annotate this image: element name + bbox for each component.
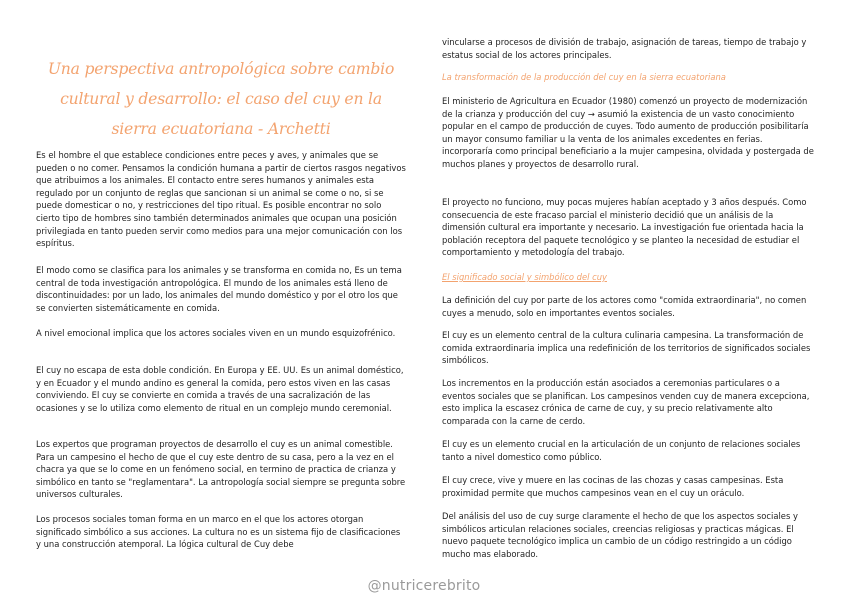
right-paragraph-1: El ministerio de Agricultura en Ecuador (1980) comenzó un proyecto de modernización de la crianza y producción del cuy → asumió la existencia de un vasto conocimiento popular en el campo de producción de cuyes. Todo aumento de producción posibilitaría un mayor consumo familiar u la venta de los animales excedentes en ferias. incorporaría como principal beneficiario a la mujer campesina, olvidada y postergada de muchos planes y proyectos de desarrollo rural. — [442, 96, 814, 169]
right-paragraph-continuation: vincularse a procesos de división de trabajo, asignación de tareas, tiempo de trabajo y estatus social de los actores principales. — [442, 37, 807, 60]
left-paragraph-1: Es el hombre el que establece condiciones entre peces y aves, y animales que se pueden o no comer. Pensamos la condición humana a partir de ciertos rasgos negativos que atribuimos a los animales. El contacto entre seres humanos y animales esta regulado por un conjunto de reglas que sancionan si un animal se come o no, si se puede domesticar o no, y restricciones del tipo ritual. Es posible encontrar no solo cierto tipo de hombres sino también determinados animales que ocupan una posición privilegiada en tanto pueden servir como medios para una mejor comunicación con los espíritus. — [36, 150, 406, 249]
left-paragraph-5: Los expertos que programan proyectos de desarrollo el cuy es un animal comestible. Para un campesino el hecho de que el cuy este dentro de su casa, pero a la vez en el chacra ya que se lo come en un fenómeno social, en termino de practica de crianza y simbólico en tanto se "reglamentara". La antropología social siempre se pregunta sobre universos culturales. — [36, 439, 406, 500]
left-paragraph-6: Los procesos sociales toman forma en un marco en el que los actores otorgan significado simbólico a sus acciones. La cultura no es un sistema fijo de clasificaciones y una construcción atemporal. La lógica cultural de Cuy debe — [36, 514, 401, 550]
right-paragraph-2: El proyecto no funciono, muy pocas mujeres habían aceptado y 3 años después. Como consecuencia de este fracaso parcial el ministerio decidió que un análisis de la dimensión cultural era importante y necesario. La investigación fue orientada hacia la población receptora del paquete tecnológico y se planteo la necesidad de estudiar el comportamiento y metodología del trabajo. — [442, 197, 807, 258]
left-paragraph-4: El cuy no escapa de esta doble condición. En Europa y EE. UU. Es un animal doméstico, y en Ecuador y el mundo andino es general la comida, pero estos viven en las casas conviviendo. El cuy se convierte en comida a través de una sacralización de las ocasiones y se lo utiliza como elemento de ritual en un complejo mundo ceremonial. — [36, 365, 404, 413]
document-title: Una perspectiva antropológica sobre cambio cultural y desarrollo: el caso del cuy en la sierra ecuatoriana - Archetti — [47, 60, 395, 138]
left-paragraph-3: A nivel emocional implica que los actores sociales viven en un mundo esquizofrénico. — [36, 328, 396, 338]
right-paragraph-3: La definición del cuy por parte de los actores como "comida extraordinaria", no comen cuyes a menudo, solo en importantes eventos sociales. — [442, 295, 807, 318]
right-paragraph-5: Los incrementos en la producción están asociados a ceremonias particulares o a eventos sociales que se planifican. Los campesinos venden cuy de manera excepciona, esto implica la escasez crónica de carne de cuy, y su precio relativamente alto comparada con la carne de cerdo. — [442, 378, 810, 426]
right-paragraph-4: El cuy es un elemento central de la cultura culinaria campesina. La transformación de comida extraordinaria implica una redefinición de los territorios de significados sociales simbólicos. — [442, 330, 811, 366]
right-paragraph-6: El cuy es un elemento crucial en la articulación de un conjunto de relaciones sociales tanto a nivel domestico como público. — [442, 439, 801, 462]
right-paragraph-7: El cuy crece, vive y muere en las cocinas de las chozas y casas campesinas. Esta proximidad permite que muchos campesinos vean en el cuy un oráculo. — [442, 475, 784, 498]
left-paragraph-2: El modo como se clasifica para los animales y se transforma en comida no, Es un tema central de toda investigación antropológica. El mundo de los animales está lleno de discontinuidades: por un lado, los animales del mundo doméstico y por el otro los que se convierten sistemáticamente en comida. — [36, 265, 402, 313]
right-paragraph-8: Del análisis del uso de cuy surge claramente el hecho de que los aspectos sociales y simbólicos articulan relaciones sociales, creencias religiosas y practicas mágicas. El nuevo paquete tecnológico implica un cambio de un código restringido a un código mucho mas elaborado. — [442, 511, 798, 559]
section-heading-transformation: La transformación de la producción del cuy en la sierra ecuatoriana — [442, 72, 726, 82]
watermark-handle: @nutricerebrito — [367, 578, 481, 594]
section-heading-significado: El significado social y simbólico del cuy — [442, 272, 607, 282]
